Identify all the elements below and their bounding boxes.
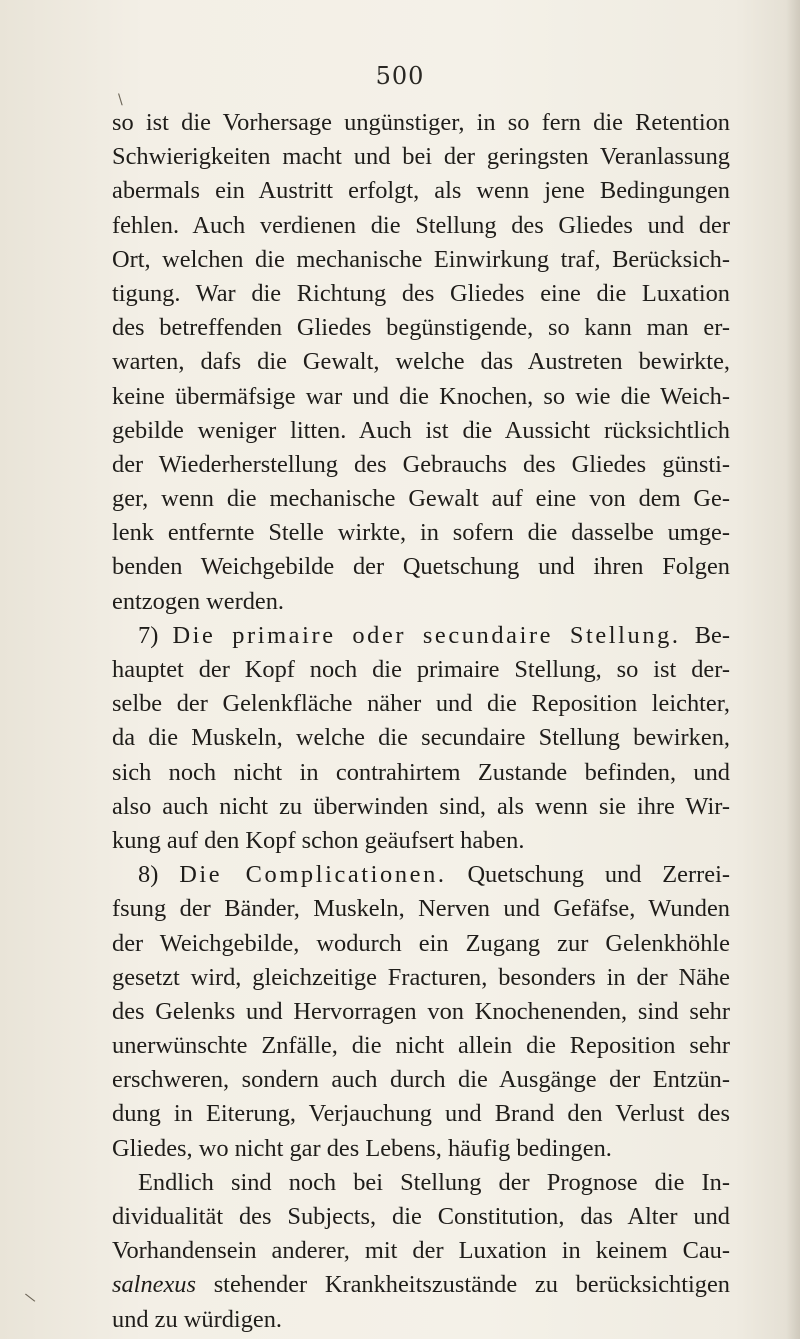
line-text: fehlen. Auch verdienen die Stellung des Gliedes und der bbox=[112, 211, 730, 239]
line-text: Ort, welchen die mechanische Einwirkung traf, Berücksich- bbox=[112, 245, 730, 273]
text-line bbox=[112, 311, 730, 345]
line-text: kung auf den Kopf schon geäufsert haben. bbox=[112, 826, 525, 854]
text-line bbox=[112, 995, 730, 1029]
text-line bbox=[112, 687, 730, 721]
text-line bbox=[112, 1303, 730, 1337]
line-text: also auch nicht zu überwinden sind, als wenn sie ihre Wir- bbox=[112, 792, 730, 820]
page-number: 500 bbox=[375, 62, 425, 90]
text-line bbox=[112, 1268, 730, 1302]
text-line bbox=[112, 721, 730, 755]
line-text: tigung. War die Richtung des Gliedes eine die Luxation bbox=[112, 279, 730, 307]
margin-mark: \ bbox=[23, 1290, 37, 1306]
text-line bbox=[112, 585, 730, 619]
text-line bbox=[112, 892, 730, 926]
section-heading: Die Complicationen. bbox=[179, 861, 447, 889]
line-text: Vorhandensein anderer, mit der Luxation in keinem Cau- bbox=[112, 1237, 730, 1265]
line-text: gebilde weniger litten. Auch ist die Aussicht rücksichtlich bbox=[112, 416, 730, 444]
line-text: gesetzt wird, gleichzeitige Fracturen, besonders in der Nähe bbox=[112, 963, 730, 991]
text-line bbox=[112, 1097, 730, 1131]
body-text bbox=[112, 106, 730, 1337]
line-text: benden Weichgebilde der Quetschung und ihren Folgen bbox=[112, 553, 730, 581]
text-line bbox=[112, 482, 730, 516]
section-heading: Die primaire oder secundaire Stellung. bbox=[172, 621, 681, 649]
text-line bbox=[112, 140, 730, 174]
line-text: hauptet der Kopf noch die primaire Stellung, so ist der- bbox=[112, 656, 730, 683]
page-edge-shadow bbox=[786, 0, 800, 1339]
line-text: des betreffenden Gliedes begünstigende, so kann man er- bbox=[112, 314, 730, 342]
section-number: 7) bbox=[138, 621, 173, 649]
text-line bbox=[112, 1029, 730, 1063]
text-line bbox=[112, 858, 730, 892]
text-line bbox=[112, 277, 730, 311]
line-text: abermals ein Austritt erfolgt, als wenn jene Bedingungen bbox=[112, 177, 730, 205]
line-text: Schwierigkeiten macht und bei der geringsten Veranlassung bbox=[112, 143, 730, 171]
margin-mark: \ bbox=[118, 92, 123, 108]
text-line bbox=[112, 516, 730, 550]
text-line bbox=[112, 448, 730, 482]
line-text: fsung der Bänder, Muskeln, Nerven und Gefäfse, Wunden bbox=[112, 895, 730, 923]
text-line bbox=[112, 243, 730, 277]
line-text: der Wiederherstellung des Gebrauchs des Gliedes günsti- bbox=[112, 450, 730, 478]
line-text: Quetschung und Zerrei- bbox=[446, 861, 730, 889]
text-line bbox=[112, 756, 730, 790]
line-text: Be- bbox=[680, 621, 730, 649]
text-line bbox=[112, 824, 730, 858]
text-line bbox=[112, 209, 730, 243]
text-line bbox=[112, 961, 730, 995]
text-line bbox=[112, 380, 730, 414]
line-text: so ist die Vorhersage ungünstiger, in so fern die Retention bbox=[112, 109, 730, 136]
line-text: Endlich sind noch bei Stellung der Prognose die In- bbox=[138, 1168, 730, 1196]
line-text: ger, wenn die mechanische Gewalt auf eine von dem Ge- bbox=[112, 485, 730, 513]
text-line bbox=[112, 790, 730, 824]
line-text: stehender Krankheitszustände zu berücksichtigen bbox=[196, 1271, 730, 1299]
text-line bbox=[112, 414, 730, 448]
line-text: warten, dafs die Gewalt, welche das Austreten bewirkte, bbox=[112, 348, 730, 376]
line-text: der Weichgebilde, wodurch ein Zugang zur Gelenkhöhle bbox=[112, 929, 730, 957]
line-text: Gliedes, wo nicht gar des Lebens, häufig bedingen. bbox=[112, 1134, 612, 1162]
text-line bbox=[112, 927, 730, 961]
line-text: entzogen werden. bbox=[112, 587, 285, 615]
text-line bbox=[112, 106, 730, 140]
line-text: erschweren, sondern auch durch die Ausgänge der Entzün- bbox=[112, 1066, 730, 1094]
line-text: dividualität des Subjects, die Constitution, das Alter und bbox=[112, 1203, 730, 1230]
line-text: sich noch nicht in contrahirtem Zustande befinden, und bbox=[112, 758, 730, 786]
text-line bbox=[112, 174, 730, 208]
line-text: und zu würdigen. bbox=[112, 1305, 283, 1333]
text-line bbox=[112, 550, 730, 584]
text-line bbox=[112, 1132, 730, 1166]
text-line bbox=[112, 1200, 730, 1234]
line-text: da die Muskeln, welche die secundaire Stellung bewirken, bbox=[112, 724, 730, 752]
line-text: unerwünschte Znfälle, die nicht allein die Reposition sehr bbox=[112, 1032, 730, 1060]
text-line bbox=[112, 653, 730, 687]
line-text: dung in Eiterung, Verjauchung und Brand den Verlust des bbox=[112, 1100, 730, 1128]
text-line bbox=[112, 1234, 730, 1268]
line-text: selbe der Gelenkfläche näher und die Reposition leichter, bbox=[112, 690, 730, 718]
line-text: lenk entfernte Stelle wirkte, in sofern die dasselbe umge- bbox=[112, 519, 730, 547]
italic-term: salnexus bbox=[112, 1271, 196, 1299]
text-line bbox=[112, 345, 730, 379]
line-text: des Gelenks und Hervorragen von Knochenenden, sind sehr bbox=[112, 997, 730, 1025]
line-text: keine übermäfsige war und die Knochen, so wie die Weich- bbox=[112, 382, 730, 410]
text-line bbox=[112, 1166, 730, 1200]
text-line bbox=[112, 619, 730, 653]
text-line bbox=[112, 1063, 730, 1097]
section-number: 8) bbox=[138, 861, 180, 889]
